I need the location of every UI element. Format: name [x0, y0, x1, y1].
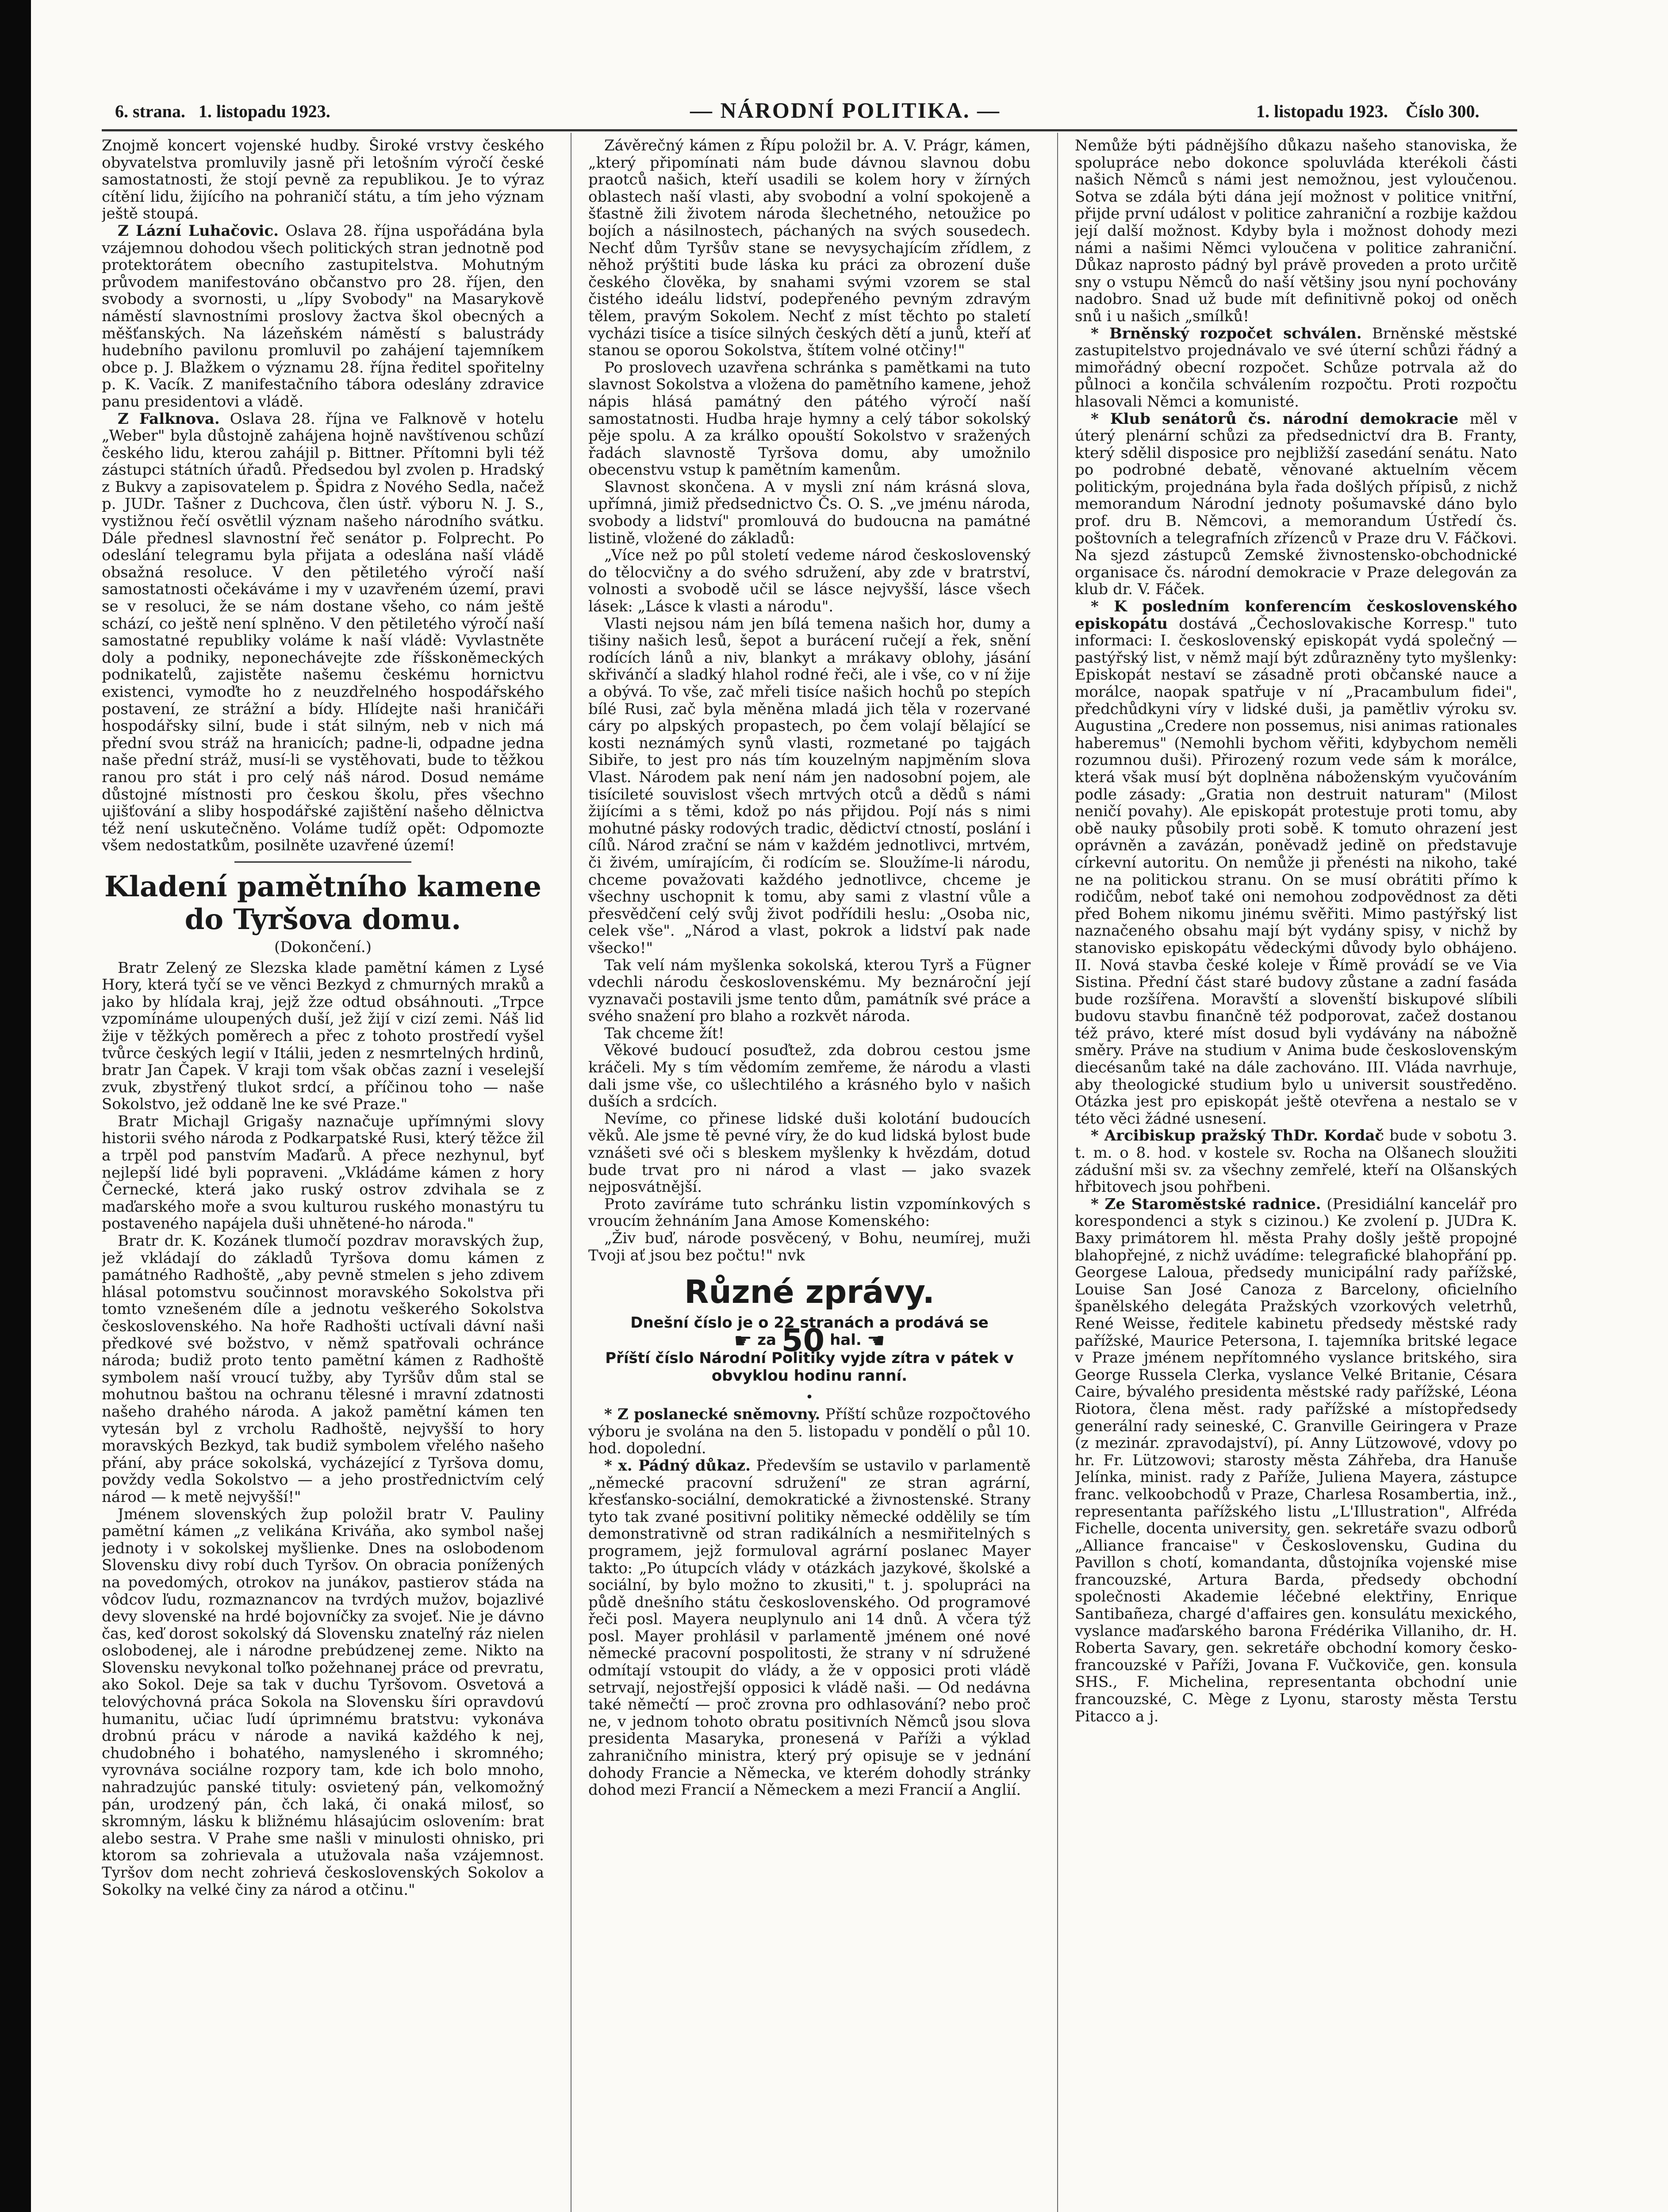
price-suffix: hal. — [830, 1331, 862, 1349]
column-1 — [102, 137, 544, 2212]
news-title: Z Lázní Luhačovic. — [118, 222, 279, 240]
dot-separator: • — [805, 1389, 813, 1405]
news-body: měl v úterý plenární schůzi za předsednictví dra B. Franty, který sdělil disposice pro nejbližší zasedání senátu. Nato po podrobné debatě, věnované aktuelním věcem politickým, projednána byla řada došlých přípisů, z nichž memorandum Národní jednoty pošumavské dáno bylo prof. dru B. Němcovi, a memorandum Ústředí čs. poštovních a telegrafních zřízenců v Praze dru V. Fáčkovi. Na sjezd zástupců Zemské živnostensko-obchodnické organisace čs. národní demokracie v Praze delegován za klub dr. V. Fáček. — [1075, 410, 1517, 599]
news-title: * Klub senátorů čs. národní demokracie — [1091, 410, 1459, 428]
article-paragraph: „Více než po půl století vedeme národ československý do tělocvičny a do svého sdružení, aby zde v bratrství, volnosti a svobodě učil se lásce nejvyšší, lásce všech lásek: „Lásce k vlasti a národu". — [588, 546, 1031, 616]
article-paragraph: Nevíme, co přinese lidské duši kolotání budoucích věků. Ale jsme tě pevné víry, že do kud lidská bylost bude vznášeti své oči s bleskem myšlenky k hvězdám, dotud bude trvat pro ni národ a vlast — jako svazek nejposvátnější. — [588, 1110, 1031, 1196]
article-paragraph: Jménem slovenských žup položil bratr V. Pauliny pamětní kámen „z velikána Kriváňa, ako symbol našej jednoty i v sokolskej myšlienke. Dnes na oslobodenom Slovensku divy robí duch Tyršov. On obracia ponížených na povedomých, otrokov na junákov, pastierov stáda na vôdcov ľudu, rozmaznancov na tvrdých mužov, bojazlivé devy slovenské na hrdé bojovníčky za svojeť. Nie je dávno čas, keď dorost sokolský dá Slovensku znateľný ráz nielen oslobodenej, ale i národne prebúdzenej zeme. Nikto na Slovensku nevykonal toľko požehnanej práce od prevratu, ako Sokol. Deje sa tak v duchu Tyršovom. Osvetová a telovýchovná práca Sokola na Slovensku šíri opravdovú humanitu, učiac ľudí úprimnému bratstvu: vykonáva drobnú prácu v národe a naviká každého k nej, chudobného i bohatého, namysleného i skromného; vyrovnáva sociálne rozpory tam, kde ich bolo mnoho, nahradzujúc panské tituly: osvietený pán, velkomožný pán, urodzený pán, čch laká, či onaká milosť, so skromným, lásku k bližnému hlásajúcim oslovením: brat alebo sestra. V Prahe sme našli v minulosti ohnisko, pri ktorom sa zohrievala a utužovala naša vzájemnost. Tyršov dom necht zohrievá československých Sokolov a Sokolky na velké činy za národ a otčinu." — [102, 1505, 544, 1899]
date-right: 1. listopadu 1923. — [1256, 101, 1388, 121]
article-paragraph — [588, 1230, 1031, 1264]
news-title: * K posledním konferencím československého episkopátu — [1075, 598, 1517, 633]
header-rule — [102, 129, 1517, 131]
article-paragraph: Znojmě koncert vojenské hudby. Široké vrstvy českého obyvatelstva promluvily jasně při letošním výročí české samostatnosti, že stojí pevně za republikou. Je to výraz cítění lidu, žijícího na pohraničí státu, a tím jeho význam ještě stoupá. — [102, 137, 544, 223]
news-body: Oslava 28. října ve Falknově v hotelu „Weber" byla důstojně zahájena hojně navštívenou schůzí českého lidu, kterou zahájil p. Bittner. Přítomni byli též zástupci státních úřadů. Předsedou byl zvolen p. Hradský z Bukvy a zapisovatelem p. Špidra z Nového Sedla, načež p. JUDr. Tašner z Duchcova, člen ústř. výboru N. J. S., vystižnou řečí osvětlil význam našeho národního svátku. Dále přednesl slavnostní řeč senátor p. Folprecht. Po odeslání telegramu byla přijata a odeslána naší vládě obsažná resoluce. V den pětiletého výročí naší samostatnosti očekáváme i my v uzavřeném území, pravi se v resoluci, že se nám dostane všeho, co nám ještě schází, co ještě není splněno. V den pětiletého výročí naší samostatné republiky voláme k naší vládě: Vyvlastněte doly a podniky, neponechávejte zde říšskoněmeckých podnikatelů, zajistěte našemu českému hornictvu existenci, vymoďte ho z neuzdřelného hospodářského postavení, ze strážní a bídy. Hlídejte naši hraničáři hospodářsky silní, bude i stát silným, neb v nich má přední svou stráž na hranicích; padne-li, odpadne jedna naše přední stráž, musí-li se vystěhovati, bude to těžkou ranou pro stát i pro celý náš národ. Dosud nemáme důstojné místnosti pro českou školu, přes všechno ujišťování a sliby hospodářské zajištění našeho dělnictva též není uskutečněno. Voláme tudíž opět: Odpomozte všem nedostatkům, posilněte uzavřené území! — [102, 410, 544, 855]
article-paragraph: Tak chceme žít! — [604, 1024, 725, 1042]
promo-notice: Dnešní číslo je o 22 stranách a prodává se — [630, 1314, 989, 1332]
news-body: Oslava 28. října uspořádána byla vzájemnou dohodou všech politických stran jednotně pod protektorátem obecního zastupitelstva. Mohutným průvodem manifestováno občanstvo pro 28. říjen, den svobody a svornosti, u „lípy Svobody" na Masarykově náměstí slavnostními proslovy žactva škol obecných a měšťanských. Na lázeňském náměstí s balustrády hudebního pavilonu promluvil po zahájení tajemníkem obce p. J. Blažkem o významu 28. října ředitel spořitelny p. K. Vacík. Z manifestačního tábora odeslány zdravice panu presidentovi a vládě. — [102, 222, 544, 411]
news-title: * Brněnský rozpočet schválen. — [1091, 324, 1362, 342]
article-paragraph: Vlasti nejsou nám jen bílá temena našich hor, dumy a tišiny našich lesů, šepot a burácení ručejí a řek, snění rodících lánů a niv, blankyt a mrákavy oblohy, jásání skřivánčí a sladký hlahol rodné řeči, ale i vše, co v ní žije a obývá. To vše, zač mřeli tisíce našich hochů po stepích bílé Rusi, zač byla měněna mladá jich těla v rozervané cáry po alpských propastech, po čem volají bělající se kosti neznámých synů vlasti, rozmetané po tajgách Sibiře, to jest pro nás tím kouzelným napjměním slova Vlast. Národem pak není nám jen nadosobní pojem, ale tisícileté souvislost všech mrtvých otců a dědů s námi žijícími a s těmi, kdož po nás přijdou. Pojí nás s nimi mohutné pásky rodových tradic, dědictví ctností, poslání i cílů. Národ zrační se nám v každém jednotlivci, mrtvém, či živém, umírajícím, či rodícím se. Sloužíme-li národu, chceme považovati každého jednotlivce, chceme je všechny uschopnit k tomu, aby sami z vlastní vůle a přesvědčení celý svůj život podřídili heslu: „Osoba nic, celek vše". „Národ a vlast, pokrok a lidství pak nade všecko!" — [588, 614, 1031, 957]
pointing-hand-icon: ☚ — [867, 1328, 885, 1352]
column-3 — [1075, 137, 1517, 2212]
signature: nvk — [778, 1246, 805, 1264]
news-item — [1075, 598, 1517, 1127]
column-2 — [588, 137, 1031, 2212]
price-prefix: za — [757, 1331, 776, 1349]
scan-edge — [0, 0, 31, 2212]
news-body: (Presidiální kancelář pro korespondenci a styk s cizinou.) Ke zvolení p. JUDra K. Baxy primátorem hl. města Prahy došly ještě propojné blahopřejné, z nichž uvádíme: telegrafické blahopřání pp. Georgese Laloua, předsedy municipální rady pařížské, Louise San José Canoza z Barcelony, oficielního španělského delegáta Pražských vzorkových veletrhů, René Weisse, ředitele kabinetu předsedy městské rady pařížské, Maurice Petersona, I. tajemníka britské legace v Praze jménem nepřítomného vyslance britského, sira George Russela Clerka, vyslance Velké Britanie, Césara Caire, bývalého presidenta městské rady pařížské, Léona Riotora, člena měst. rady pařížské a místopředsedy generální rady seineské, C. Granville Geiringera v Praze (z mezinár. zpravodajství), pí. Anny Lützowové, vdovy po hr. Fr. Lützowovi; starosty města Záhřeba, dra Hanuše Jelínka, minist. rady z Paříže, Juliena Mayera, zástupce franc. velkoobchodů v Praze, Charlesa Rosambertia, inž., representanta pařížského listu „L'Illustration", Alfréda Fichelle, docenta university, gen. sekretáře svazu odborů „Alliance francaise" v Československu, Gudina du Pavillon s chotí, komandanta, důstojníka vojenské mise francouzské, Artura Barda, předsedy obchodní společnosti Akademie léčebné elektřiny, Enrique Santibañeza, chargé d'affaires gen. konsulátu mexického, vyslance maďarského barona Frédérika Villaniho, dr. H. Roberta Savary, gen. sekretáře obchodní komory česko-francouzské v Paříži, Jovana F. Vučkoviče, gen. konsula SHS., F. Michelina, representanta obchodní unie francouzské, C. Mège z Lyonu, starosty města Terstu Pitacco a j. — [1075, 1195, 1517, 1725]
price-value: 50 — [781, 1322, 825, 1359]
article-paragraph: Věkové budoucí posuďtež, zda dobrou cestou jsme kráčeli. My s tím vědomím zemřeme, že národu a vlasti dali jsme vše, co ušlechtilého a krásného bylo v našich duších a srdcích. — [588, 1041, 1031, 1111]
article-paragraph: Slavnost skončena. A v mysli zní nám krásná slova, upřímná, jimiž předsednictvo Čs. O. S. „ve jménu národa, svobody a lidství" promlouvá do budoucna na památné listině, vložené do základů: — [588, 478, 1031, 547]
article-paragraph: Bratr Michajl Grigašy naznačuje upřímnými slovy historii svého národa z Podkarpatské Rusi, který těžce žil a trpěl pod panstvím Maďarů. A přece nezhynul, byť nejlepší lidé byli popraveni. „Vkládáme kámen z hory Černecké, která jako ruský ostrov zdvihala se z maďarského moře a svou kulturou ruského monastýru tu postaveného napájela duši uhnětené-ho národa." — [102, 1112, 544, 1233]
news-body: Příští schůze rozpočtového výboru je svolána na den 5. listopadu v pondělí o půl 10. hod. dopolední. — [588, 1406, 1031, 1458]
article-paragraph: Bratr Zelený ze Slezska klade pamětní kámen z Lysé Hory, která tyčí se ve věnci Bezkyd z chmurných mraků a jako by hlídala kraj, jejž žze odtud obsáhnouti. „Trpce vzpomínáme uloupených duší, jež žijí v cizí zemi. Náš lid žije v těžkých poměrech a přec z tohoto prostředí vyšel tvůrce českých legií v Itálii, jeden z nesmrtelných hrdinů, bratr Jan Čapek. V kraji tom však občas zazní i veselejší zvuk, zbystřený tlukot srdcí, a příčinou toho — naše Sokolstvo, jež oddaně lne ke své Praze." — [102, 959, 544, 1114]
date-and-issue — [1239, 101, 1480, 122]
page-label: 6. strana. — [115, 101, 185, 121]
news-title: * Z poslanecké sněmovny. — [604, 1406, 821, 1424]
news-title: * Ze Staroměstské radnice. — [1091, 1195, 1321, 1213]
article-headline: Kladení pamětního kamene do Tyršova domu. — [104, 870, 542, 936]
page-number-and-date — [115, 101, 330, 122]
news-title: * Arcibiskup pražský ThDr. Kordač — [1091, 1127, 1384, 1145]
article-paragraph: Nemůže býti pádnějšího důkazu našeho stanoviska, že spolupráce nebo dokonce spoluvláda kterékoli části našich Němců s námi jest nemožnou, jest vyloučenou. Sotva se zdála býti dána její možnost v politice vnitřní, přijde první událost v politice zahraniční a rozbije každou její další možnost. Kdyby byla i možnost dohody mezi námi a našimi Němci vyloučena v politice zahraniční. Důkaz naprosto pádný byl právě proveden a proto určitě sny o vstupu Němců do naší většiny jsou nyní pochovány nadobro. Snad už bude mít definitivně pokoj od oněch snů i u našich „smílků! — [1075, 137, 1517, 325]
news-item — [102, 223, 544, 411]
section-title: Různé zprávy. — [684, 1273, 935, 1311]
news-body: Především se ustavilo v parlamentě „německé pracovní sdružení" ze stran agrární, křesťansko-sociální, demokratické a živnostenské. Strany tyto tak zvané positivní politiky německé oddělily se tím demonstrativně od stran radikálních a nesmiřitelných s programem, jejž formuloval agrární poslanec Mayer takto: „Po útupcích vlády v otázkách jazykové, školské a sociální, by bylo možno to zkusiti," t. j. spolupráci na půdě dnešního státu československého. Od programové řeči posl. Mayera neuplynulo ani 14 dnů. A včera týž posl. Mayer prohlásil v parlamentě jménem oné nové německé pracovní pospolitosti, že strany v ní sdružené odmítají vstoupit do vlády, a že v opposici proti vládě setrvají, nejostřejší opposici k vládě naši. — Od nedávna také němečtí — proč zrovna pro odhlasování? nebo proč ne, v jednom tohoto obratu positivních Němců jsou slova presidenta Masaryka, pronesená v Paříži a výklad zahraničního ministra, který prý opisuje se v jednání dohody Francie a Německa, ve kterém dohodly stránky dohod mezi Francií a Německem a mezi Francií a Anglií. — [588, 1456, 1031, 1799]
next-issue-notice: Příští číslo Národní Politiky vyjde zítra v pátek v obvyklou hodinu ranní. — [605, 1349, 1014, 1385]
news-item — [102, 411, 544, 854]
article-paragraph: Po proslovech uzavřena schránka s pamětkami na tuto slavnost Sokolstva a vložena do pamětního kamene, jehož nápis hlásá památný den pátého výročí naší samostatnosti. Hudba hraje hymny a celý tábor sokolský pěje spolu. A za králko opouští Sokolstvo v sražených řadách slavnostě Tyršova domu, aby umožnilo obecenstvu vstup k pamětním kamenům. — [588, 358, 1031, 479]
article-paragraph: Závěrečný kámen z Řípu položil br. A. V. Prágr, kámen, „který připomínati nám bude dávnou slavnou dobu praotců našich, kteří usadili se kolem hory v žírných oblastech naší vlasti, aby svobodní a volní spokojeně a šťastně žili životem národa šlechetného, netoužice po bojích a násilnostech, páchaných na svých sousedech. Nechť dům Tyršův stane se nevysychajícím zřídlem, z něhož prýštiti bude láska ku práci za obrození duše českého člověka, by snahami svými vzorem se stal čistého ideálu lidství, podepřeného pevným zdravým tělem, pravým Sokolem. Nechť z míst těchto po staletí vycházi tisíce a tisíce silných českých dětí a junů, kteří ať stanou se oporou Sokolstva, štítem volné otčiny!" — [588, 137, 1031, 360]
issue-label: Číslo 300. — [1405, 101, 1480, 121]
pointing-hand-icon: ☛ — [734, 1328, 752, 1352]
article-paragraph: Tak velí nám myšlenka sokolská, kterou Tyrš a Fügner vdechli národu československému. My beznároční její vyznavači postavili jsme tento dům, památník své práce a svého snažení pro blaho a rozkvět národa. — [588, 956, 1031, 1025]
news-item — [1075, 1196, 1517, 1725]
news-item — [1075, 411, 1517, 599]
article-subhead: (Dokončení.) — [274, 938, 372, 956]
news-item — [588, 1406, 1031, 1457]
news-body: bude v sobotu 3. t. m. o 8. hod. v kostele sv. Rocha na Olšanech sloužiti zádušní mši sv. za všechny zemřelé, kteří na Olšanských hřbitovech jsou pohřbeni. — [1075, 1127, 1517, 1196]
news-item — [1075, 325, 1517, 411]
page-header — [88, 88, 1592, 128]
date-left: 1. listopadu 1923. — [198, 101, 330, 121]
article-paragraph: Bratr dr. K. Kozánek tlumočí pozdrav moravských žup, jež vkládají do základů Tyršova domu kámen z památného Radhoště, „aby pevně stmelen s jeho zdivem hlásal potomstvu součinnost moravského Sokolstva při tomto vznešeném díle a jednotu veškerého Sokolstva československého. Na hoře Radhošti uctívali dávní naši předkové své božstvo, v němž spatřovali ochránce národa; budiž proto tento pamětní kámen z Radhoště symbolem naší vroucí tužby, aby Tyršův dům stal se mohutnou baštou na ochranu tělesné i mravní zdatnosti našeho drahého národa. A jakož pamětní kámen ten vytesán byl z vrcholu Radhoště, nejvyšší to hory moravských Bezkyd, tak budiž symbolem vřelého našeho přání, aby práce sokolská, vycházející z Tyršova domu, povždy vedla Sokolstvo — a jeho prostřednictvím celý národ — k metě nejvyšší!" — [102, 1232, 544, 1506]
news-item — [1075, 1127, 1517, 1195]
news-title: Z Falknova. — [118, 410, 220, 428]
news-body: Brněnské městské zastupitelstvo projednávalo ve své úterní schůzi řádný a mimořádný obecní rozpočet. Schůze potrvala až do půlnoci a končila schválením rozpočtu. Proti rozpočtu hlasovali Němci a komunisté. — [1075, 324, 1517, 411]
news-body: dostává „Čechoslovakische Korresp." tuto informaci: I. československý episkopát vydá společný — pastýřský list, v němž mají být zdůrazněny tyto myšlenky: Episkopát nestaví se zásadně proti občanské nauce a morálce, naopak spatřuje v ní „Pracambulum fidei", předchůdkyni víry v lidské duši, ja pamětliv výroku sv. Augustina „Credere non possemus, nisi animas rationales haberemus" (Nemohli bychom věřiti, kdybychom neměli rozumnou duši). Přirozený rozum vede sám k morálce, která však musí být doplněna náboženským vyučováním podle zásady: „Gratia non destruit naturam" (Milost neničí povahy). Ale episkopát protestuje proti tomu, aby obě nauky působily proti sobě. K tomuto ohrazení jest oprávněn a zavázán, poněvadž jedině on představuje církevní autoritu. On nemůže ji přenésti na nikoho, také ne na politickou stranu. On se musí obrátiti přímo k rodičům, neboť také oni nemohou zodpovědnost za děti před Bohem nikomu jinému svěřiti. Mimo pastýřský list naznačeného obsahu mají být vydány spisy, v nichž by stanovisko episkopátu vědeckými důvody bylo obhájeno. II. Nová stavba české koleje v Římě provádí se ve Via Sistina. Přední část staré budovy zůstane a zadní fasáda bude rozšířena. Moravští a slovenští biskupové slíbili budovu stavbu finančně též podporovat, začež dostanou též právo, které míst dosud byli vydávány na nábožně směry. Práve na studium v Anima bude československým diecésanům také na dále zachováno. III. Vláda navrhuje, aby theologické studium bylo u universit soustředěno. Otázka jest pro episkopát ještě otevřena a nestalo se v této věci žádné usnesení. — [1075, 614, 1517, 1128]
quote: „Živ buď, národe posvěcený, v Bohu, neumírej, muži Tvoji ať jsou bez počtu!" — [588, 1229, 1031, 1264]
news-title: * x. Pádný důkaz. — [604, 1456, 751, 1475]
masthead: — NÁRODNÍ POLITIKA. — — [690, 98, 1001, 123]
column-divider — [1057, 133, 1058, 2212]
section-separator — [234, 861, 411, 863]
article-paragraph: Proto zavíráme tuto schránku listin vzpomínkových s vroucím žehnáním Jana Amose Komenského: — [588, 1195, 1031, 1230]
news-item — [588, 1457, 1031, 1799]
